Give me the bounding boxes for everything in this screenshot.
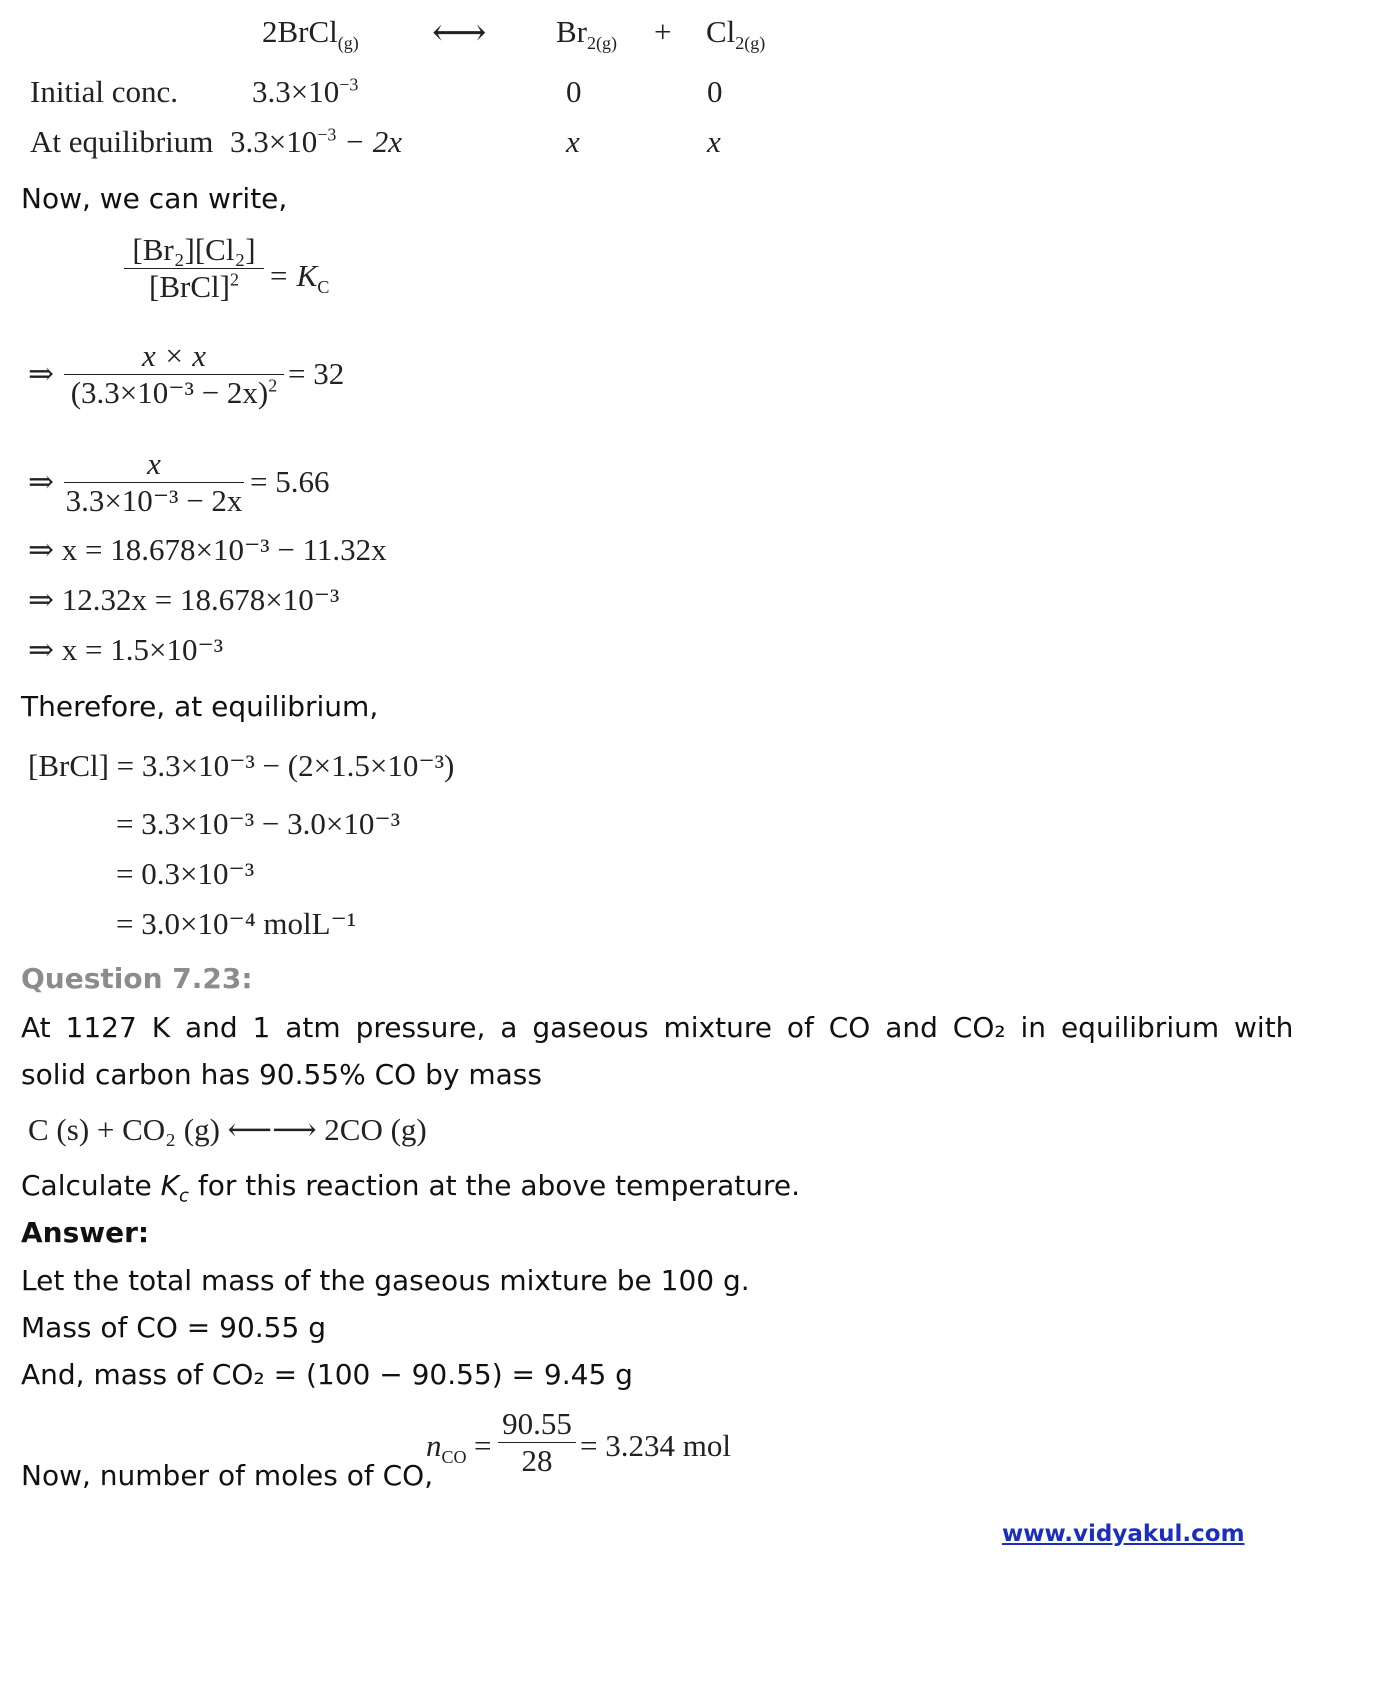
kc-denominator-text: [BrCl] [149,269,230,304]
question-reaction: C (s) + CO₂ (g) ⟵⟶ 2CO (g) [28,1112,427,1147]
eq3-rhs: = 5.66 [250,464,330,499]
result-line1: [BrCl] = 3.3×10⁻³ − (2×1.5×10⁻³) [28,748,455,783]
ice-reactant-formula: 2BrCl [262,14,338,49]
question-calc-post: for this reaction at the above temperature. [188,1169,801,1202]
kc-denominator [124,269,264,305]
result-line4: = 3.0×10⁻⁴ molL⁻¹ [116,906,357,941]
row-initial-br2: 0 [566,74,582,109]
eq3-fraction [64,446,244,519]
eq2-denominator-text: (3.3×10⁻³ − 2x) [70,375,269,410]
kc-rhs-sub: C [317,277,330,298]
row-equilibrium-reactant [230,124,402,160]
answer-line4: Now, number of moles of CO, [21,1459,434,1492]
n-co-numerator: 90.55 [502,1406,572,1441]
eq5: ⇒ 12.32x = 18.678×10⁻³ [28,582,340,617]
ice-product-br2 [556,14,617,54]
row-equilibrium-reactant-exp: −3 [317,124,337,145]
row-initial-reactant-base: 3.3×10 [252,74,340,109]
ice-product-br2-formula: Br [556,14,587,49]
question-line1: At 1127 K and 1 atm pressure, a gaseous mixture of CO and CO₂ in equilibrium with [21,1011,1294,1044]
row-initial-reactant-exp: −3 [339,74,359,95]
therefore-text: Therefore, at equilibrium, [21,690,379,723]
row-equilibrium-reactant-base: 3.3×10 [230,124,318,159]
ice-reactant-state: (g) [337,33,359,54]
question-calc [21,1169,800,1207]
kc-expression-fraction [124,232,264,305]
row-initial-cl2: 0 [707,74,723,109]
row-initial-reactant [252,74,358,110]
kc-numerator: [Br₂][Cl₂] [132,232,256,267]
n-co-label-sub: CO [441,1447,467,1468]
eq2-denominator-exp: 2 [268,375,278,396]
now-we-can-write: Now, we can write, [21,182,288,215]
answer-line1: Let the total mass of the gaseous mixture be 100 g. [21,1264,750,1297]
eq2-rhs: = 32 [288,356,345,391]
answer-heading: Answer: [21,1216,150,1249]
answer-line3: And, mass of CO₂ = (100 − 90.55) = 9.45 g [21,1358,633,1391]
n-co-denominator: 28 [521,1443,553,1478]
ice-product-br2-sub: 2(g) [587,33,617,54]
question-calc-pre: Calculate [21,1169,161,1202]
ice-product-cl2-formula: Cl [706,14,736,49]
result-line3: = 0.3×10⁻³ [116,856,255,891]
eq3-numerator: x [147,446,161,481]
kc-rhs-text: = K [268,258,318,293]
row-equilibrium-reactant-rest: − 2x [336,124,403,159]
question-heading: Question 7.23: [21,962,253,995]
equilibrium-arrow: ⟷ [432,12,487,54]
n-co-equals: = [474,1428,492,1463]
eq4: ⇒ x = 18.678×10⁻³ − 11.32x [28,532,387,567]
n-co-label-n: n [426,1428,442,1463]
eq2-denominator [64,375,284,411]
question-calc-sub: c [179,1185,189,1207]
kc-rhs [268,258,330,298]
row-equilibrium-br2: x [566,124,580,159]
vidyakul-link[interactable]: www.vidyakul.com [1002,1521,1245,1547]
eq3-denominator: 3.3×10⁻³ − 2x [65,483,243,518]
row-equilibrium-label: At equilibrium [30,124,214,159]
question-calc-k: K [160,1169,180,1202]
row-equilibrium-cl2: x [707,124,721,159]
eq2-fraction [64,338,284,411]
ice-product-cl2 [706,14,766,54]
implies-arrow: ⇒ [28,356,54,391]
row-initial-label: Initial conc. [30,74,179,109]
question-line2: solid carbon has 90.55% CO by mass [21,1058,542,1091]
eq2-numerator: x × x [142,338,206,373]
ice-reactant [262,14,359,54]
eq6: ⇒ x = 1.5×10⁻³ [28,632,224,667]
plus-sign: + [654,14,672,49]
answer-line2: Mass of CO = 90.55 g [21,1311,326,1344]
n-co-result: = 3.234 mol [580,1428,731,1463]
implies-arrow: ⇒ [28,464,54,499]
n-co-fraction [498,1406,576,1479]
kc-denominator-exp: 2 [229,269,239,290]
result-line2: = 3.3×10⁻³ − 3.0×10⁻³ [116,806,400,841]
ice-product-cl2-sub: 2(g) [735,33,766,54]
